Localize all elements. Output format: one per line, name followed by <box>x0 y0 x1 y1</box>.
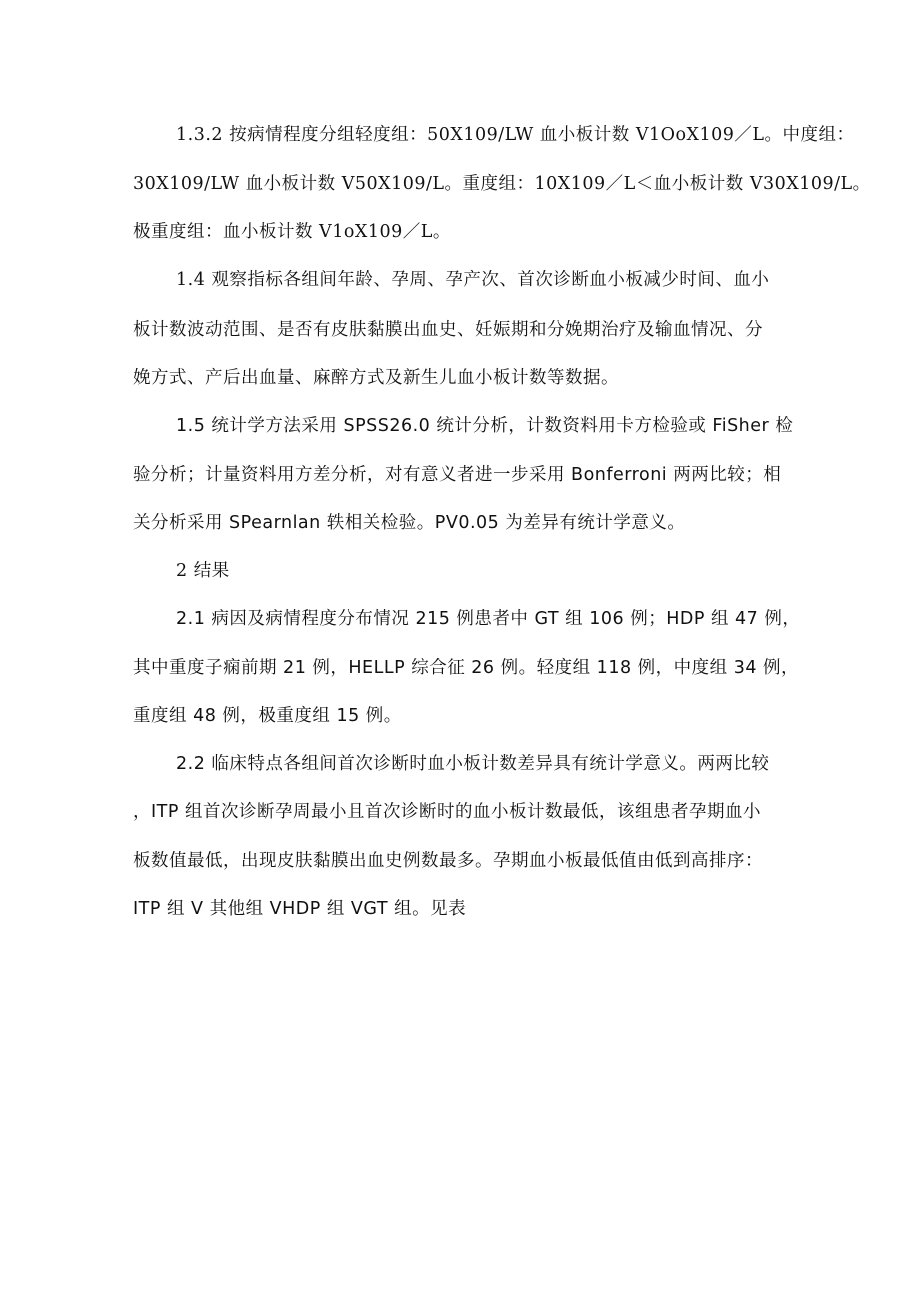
paragraph-1-4-line-2: 板计数波动范围、是否有皮肤黏膜出血史、妊娠期和分娩期治疗及输血情况、分 <box>133 320 763 340</box>
paragraph-1-4-line-1: 1.4 观察指标各组间年龄、孕周、孕产次、首次诊断血小板减少时间、血小 <box>176 270 770 290</box>
paragraph-1-3-2-line-3: 极重度组：血小板计数 V1oX109／L。 <box>133 222 451 242</box>
paragraph-1-3-2-line-1: 1.3.2 按病情程度分组轻度组：50X109/LW 血小板计数 V1OoX109／L。中度组： <box>176 125 855 145</box>
paragraph-2-1-line-3: 重度组 48 例，极重度组 15 例。 <box>133 706 402 726</box>
paragraph-2-1-line-2: 其中重度子痫前期 21 例，HELLP 综合征 26 例。轻度组 118 例，中度组 34 例， <box>133 658 800 678</box>
paragraph-1-5-line-3: 关分析采用 SPearnlan 轶相关检验。PV0.05 为差异有统计学意义。 <box>133 513 686 533</box>
paragraph-2-2-line-2: ，ITP 组首次诊断孕周最小且首次诊断时的血小板计数最低，该组患者孕期血小 <box>133 802 761 822</box>
paragraph-2-2-line-4: ITP 组 V 其他组 VHDP 组 VGT 组。见表 <box>133 899 467 919</box>
paragraph-1-5-line-1: 1.5 统计学方法采用 SPSS26.0 统计分析，计数资料用卡方检验或 FiSher 检 <box>176 416 794 436</box>
paragraph-1-4-line-3: 娩方式、产后出血量、麻醉方式及新生儿血小板计数等数据。 <box>133 368 619 388</box>
paragraph-1-3-2-line-2: 30X109/LW 血小板计数 V50X109/L。重度组：10X109／L＜血小板计数 V30X109/L。 <box>133 174 871 194</box>
paragraph-2-1-line-1: 2.1 病因及病情程度分布情况 215 例患者中 GT 组 106 例；HDP 组 47 例， <box>176 609 801 629</box>
paragraph-2-2-line-3: 板数值最低，出现皮肤黏膜出血史例数最多。孕期血小板最低值由低到高排序： <box>133 851 763 871</box>
paragraph-1-5-line-2: 验分析；计量资料用方差分析，对有意义者进一步采用 Bonferroni 两两比较；相 <box>133 465 782 485</box>
section-2-heading: 2 结果 <box>176 561 230 581</box>
paragraph-2-2-line-1: 2.2 临床特点各组间首次诊断时血小板计数差异具有统计学意义。两两比较 <box>176 754 770 774</box>
